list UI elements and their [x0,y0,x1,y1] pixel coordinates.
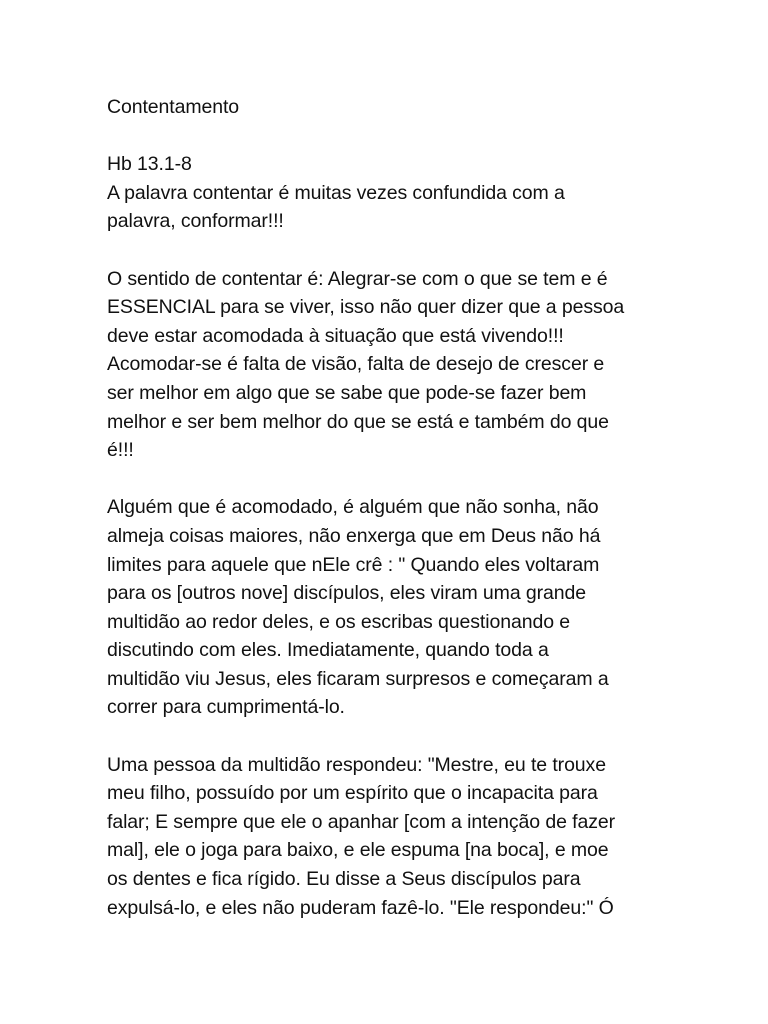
paragraph-line: melhor e ser bem melhor do que se está e também do que [107,410,609,433]
paragraph-line: discutindo com eles. Imediatamente, quando toda a [107,639,549,662]
paragraph-1 [107,179,667,236]
paragraph-line: é!!! [107,439,134,462]
paragraph-line: ser melhor em algo que se sabe que pode-se fazer bem [107,381,587,404]
blank-line [107,122,667,151]
paragraph-line: mal], ele o joga para baixo, e ele espuma [na boca], e moe [107,839,609,862]
paragraph-line: O sentido de contentar é: Alegrar-se com o que se tem e é [107,267,608,290]
blank-line [107,722,667,751]
paragraph-line: meu filho, possuído por um espírito que o incapacita para [107,782,598,805]
paragraph-line: A palavra contentar é muitas vezes confundida com a [107,181,565,204]
paragraph-line: multidão ao redor deles, e os escribas questionando e [107,610,570,633]
paragraph-line: ESSENCIAL para se viver, isso não quer dizer que a pessoa [107,296,625,319]
document-body [107,93,667,922]
paragraph-line: para os [outros nove] discípulos, eles viram uma grande [107,582,587,605]
paragraph-line: Acomodar-se é falta de visão, falta de desejo de crescer e [107,353,605,376]
paragraph-line: deve estar acomodada à situação que está vivendo!!! [107,324,564,347]
paragraph-2 [107,265,667,465]
paragraph-line: expulsá-lo, e eles não puderam fazê-lo. "Ele respondeu:" Ó [107,896,614,919]
paragraph-line: Alguém que é acomodado, é alguém que não sonha, não [107,496,599,519]
paragraph-line: limites para aquele que nEle crê : " Quando eles voltaram [107,553,600,576]
paragraph-line: correr para cumprimentá-lo. [107,696,345,719]
paragraph-3 [107,493,667,722]
paragraph-line: multidão viu Jesus, eles ficaram surpresos e começaram a [107,667,609,690]
paragraph-4 [107,751,667,923]
paragraph-line: almeja coisas maiores, não enxerga que em Deus não há [107,524,601,547]
blank-line [107,236,667,265]
paragraph-line: os dentes e fica rígido. Eu disse a Seus discípulos para [107,868,581,891]
paragraph-line: falar; E sempre que ele o apanhar [com a intenção de fazer [107,810,616,833]
document-title: Contentamento [107,96,240,118]
blank-line [107,465,667,494]
paragraph-line: palavra, conformar!!! [107,210,284,233]
paragraph-line: Uma pessoa da multidão respondeu: "Mestre, eu te trouxe [107,753,606,776]
scripture-reference: Hb 13.1-8 [107,153,192,176]
